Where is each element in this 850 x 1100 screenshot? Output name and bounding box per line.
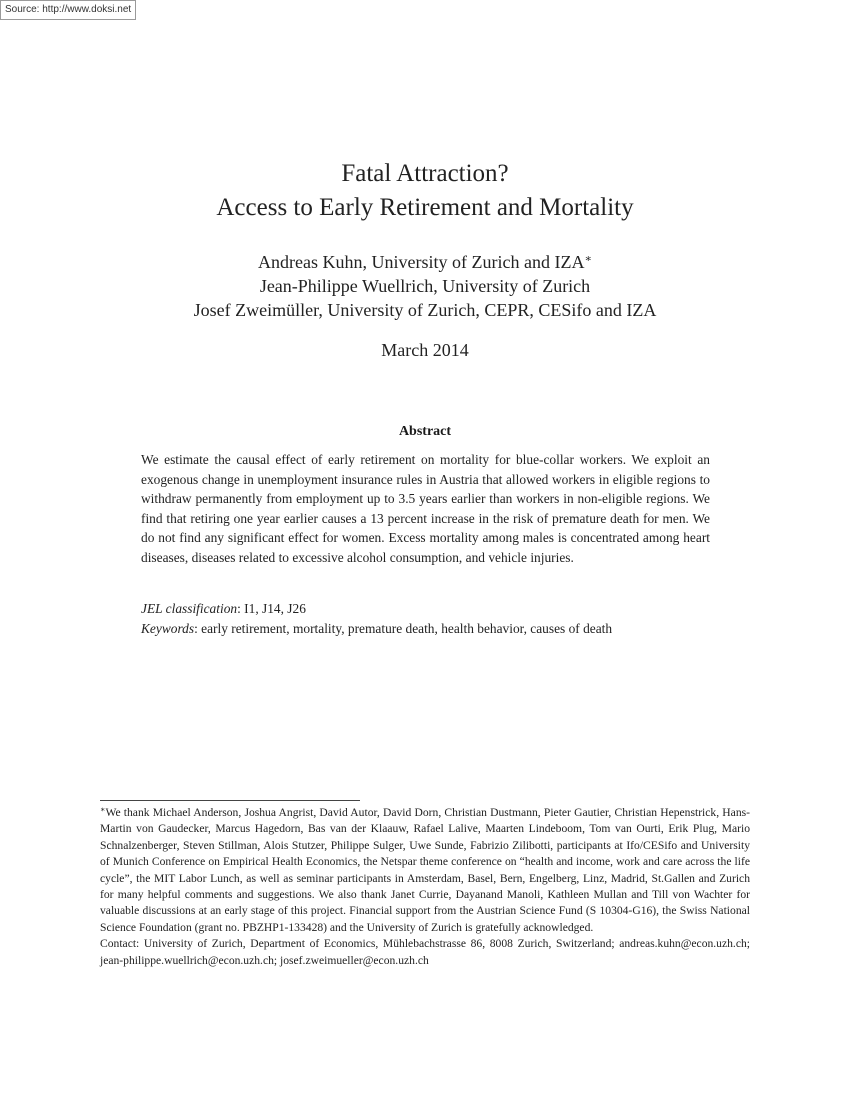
author-line: Andreas Kuhn, University of Zurich and IZA∗ [258, 252, 592, 272]
contact-info: Contact: University of Zurich, Department of Economics, Mühlebachstrasse 86, 8008 Zurich, Switzerland; andreas.kuhn@econ.uzh.ch; jean-philippe.wuellrich@econ.uzh.ch; josef.zweimueller@econ.uzh.ch [100, 937, 750, 967]
author-line: Josef Zweimüller, University of Zurich, CEPR, CESifo and IZA [193, 300, 657, 320]
footnote-marker: ∗ [584, 253, 592, 265]
footnote [100, 805, 750, 969]
abstract-heading: Abstract [398, 424, 452, 439]
jel-label: JEL classification [141, 601, 238, 616]
title-line-2: Access to Early Retirement and Mortality [216, 194, 634, 221]
classification-block [141, 599, 710, 638]
abstract-body: We estimate the causal effect of early retirement on mortality for blue-collar workers. We exploit an exogenous change in unemployment insurance rules in Austria that allowed workers in eligible regions to withdraw permanently from employment up to 3.5 years earlier than workers in non-eligible regions. We find that retiring one year earlier causes a 13 percent increase in the risk of premature death for men. We do not find any significant effect for women. Excess mortality among males is concentrated among heart diseases, diseases related to excessive alcohol consumption, and vehicle injuries. [141, 452, 710, 565]
keywords-label: Keywords [141, 620, 195, 636]
footnote-marker: ∗ [100, 805, 106, 814]
jel-classification [141, 599, 710, 619]
author-list [0, 250, 850, 322]
publication-date: March 2014 [381, 340, 469, 360]
source-label: Source: http://www.doksi.net [0, 0, 136, 20]
keywords-value: : early retirement, mortality, premature death, health behavior, causes of death [194, 620, 613, 636]
title-line-1: Fatal Attraction? [341, 160, 509, 187]
author-line: Jean-Philippe Wuellrich, University of Zurich [259, 276, 591, 296]
keywords [141, 619, 710, 639]
jel-value: : I1, J14, J26 [237, 601, 306, 616]
footnote-text: We thank Michael Anderson, Joshua Angrist, David Autor, David Dorn, Christian Dustmann, Pieter Gautier, Christian Hepenstrick, Hans-Martin von Gaudecker, Marcus Hagedorn, Bas van der Klaauw, Rafael Lalive, Maarten Lindeboom, Tom van Ourti, Erik Plug, Mario Schnalzenberger, Steven Stillman, Alois Stutzer, Philippe Sulger, Uwe Sunde, Fabrizio Zilibotti, participants at Ifo/CESifo and University of Munich Conference on Empirical Health Economics, the Netspar theme conference on “health and income, work and care across the life cycle”, the MIT Labor Lunch, as well as seminar participants in Amsterdam, Basel, Bern, Engelberg, Linz, Madrid, St.Gallen and Zurich for many helpful comments and suggestions. We also thank Janet Currie, Dayanand Manoli, Kathleen Mullan and Till von Wachter for valuable discussions at an early stage of this project. Financial support from the Austrian Science Fund (S 10304-G16), the Swiss National Science Foundation (grant no. PBZHP1-133428) and the University of Zurich is gratefully acknowledged. [100, 806, 750, 934]
paper-title [0, 157, 850, 225]
footnote-divider [100, 800, 360, 801]
